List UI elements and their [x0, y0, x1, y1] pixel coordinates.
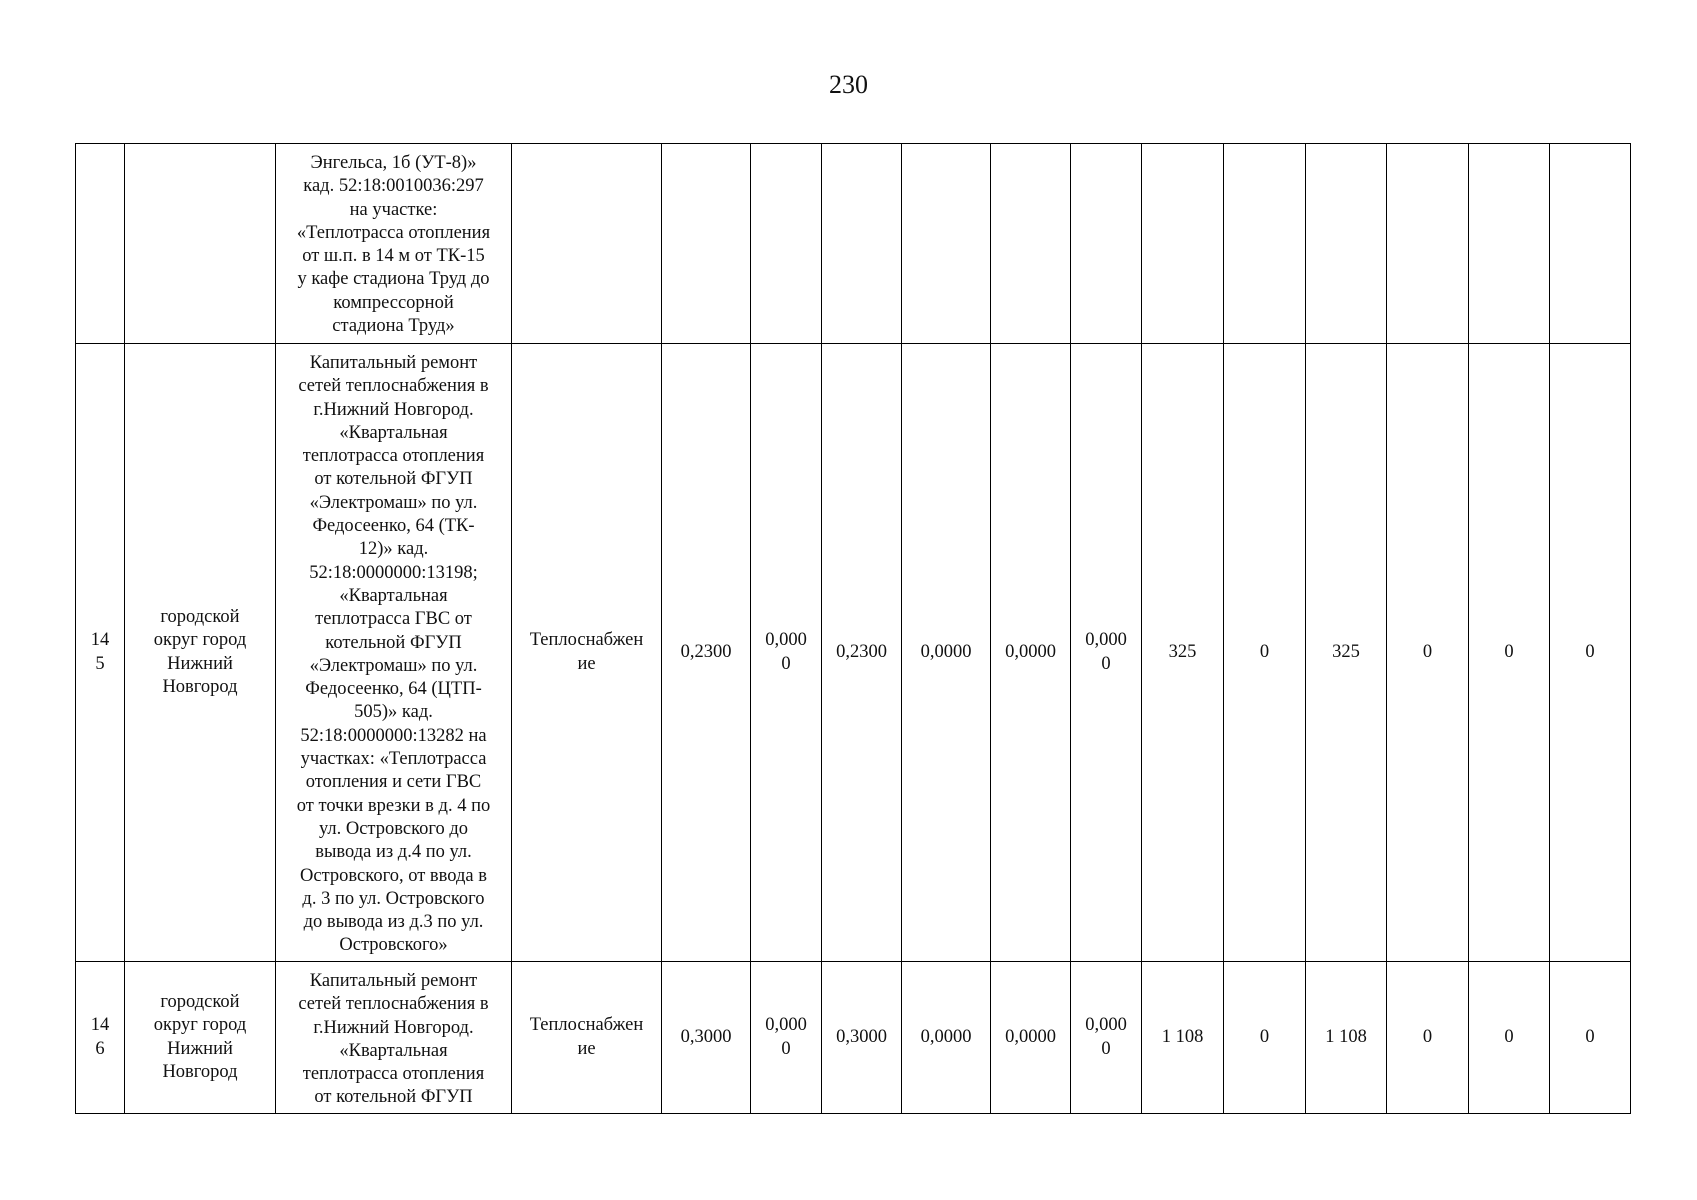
- municipality-cell-line: округ город: [153, 630, 247, 651]
- value-col-12: [1224, 344, 1306, 962]
- row-number-cell-line: 14: [90, 630, 110, 651]
- value-col-12: [1224, 144, 1306, 344]
- type-cell-line: ие: [577, 653, 596, 674]
- row-number-cell-line: 6: [95, 1038, 105, 1059]
- municipality-cell: [125, 144, 276, 344]
- description-cell-line: Федосеенко, 64 (ТК-: [312, 516, 475, 537]
- value-col-15: [1469, 144, 1550, 344]
- description-cell-line: от ш.п. в 14 м от ТК-15: [302, 246, 485, 267]
- description-cell-line: «Квартальная: [339, 1040, 448, 1061]
- description-cell-line: Федосеенко, 64 (ЦТП-: [305, 679, 482, 700]
- municipality-cell-line: Новгород: [162, 1061, 238, 1082]
- description-cell-line: 52:18:0000000:13198;: [309, 562, 478, 583]
- value-col-8-line: 0,0000: [920, 1026, 972, 1047]
- value-col-6: [751, 344, 822, 962]
- description-cell-line: г.Нижний Новгород.: [313, 399, 474, 420]
- description-cell-line: ул. Островского до: [318, 818, 469, 839]
- value-col-6: [751, 962, 822, 1114]
- description-cell-line: «Электромаш» по ул.: [309, 655, 478, 676]
- value-col-12: [1224, 962, 1306, 1114]
- value-col-10-line: 0,000: [1085, 630, 1127, 651]
- value-col-15-line: 0: [1504, 1026, 1514, 1047]
- description-cell-line: 12)» кад.: [358, 539, 429, 560]
- table-row: [76, 962, 1631, 1114]
- description-cell-line: теплотрасса отопления: [302, 446, 485, 467]
- value-col-14-line: 0: [1422, 641, 1433, 662]
- value-col-10-line: 0: [1101, 1038, 1111, 1059]
- value-col-11: [1142, 144, 1224, 344]
- row-number-cell-line: 5: [95, 653, 105, 674]
- row-number-cell: [76, 962, 125, 1114]
- municipality-cell-line: Нижний: [167, 1038, 233, 1059]
- description-cell-line: на участке:: [349, 199, 438, 220]
- value-col-13: [1306, 344, 1387, 962]
- description-cell-line: от точки врезки в д. 4 по: [296, 795, 491, 816]
- description-cell-line: от котельной ФГУП: [314, 1087, 473, 1108]
- value-col-8-line: 0,0000: [920, 641, 972, 662]
- description-cell-line: Капитальный ремонт: [309, 971, 478, 991]
- description-cell-line: 52:18:0000000:13282 на: [300, 725, 487, 746]
- description-cell-line: котельной ФГУП: [325, 632, 462, 653]
- page-number: 230: [829, 70, 868, 99]
- value-col-7: [822, 344, 902, 962]
- description-cell-line: «Электромаш» по ул.: [309, 492, 478, 513]
- value-col-8: [902, 144, 991, 344]
- data-table: [75, 143, 1631, 1114]
- value-col-7: [822, 144, 902, 344]
- description-cell-line: Островского, от ввода в: [300, 865, 487, 886]
- value-col-14: [1387, 962, 1469, 1114]
- value-col-13: [1306, 962, 1387, 1114]
- table-row: [76, 144, 1631, 344]
- value-col-9: [991, 962, 1071, 1114]
- value-col-16-line: 0: [1585, 641, 1595, 662]
- value-col-13: [1306, 144, 1387, 344]
- description-cell-line: г.Нижний Новгород.: [313, 1017, 474, 1038]
- description-cell-line: вывода из д.4 по ул.: [315, 842, 472, 863]
- type-cell-line: ие: [577, 1038, 596, 1059]
- row-number-cell: [76, 144, 125, 344]
- row-number-cell-line: 14: [90, 1015, 110, 1036]
- value-col-10-line: 0: [1101, 653, 1111, 674]
- value-col-5: [662, 144, 751, 344]
- description-cell-line: «Теплотрасса отопления: [296, 222, 491, 243]
- description-cell-line: до вывода из д.3 по ул.: [303, 912, 484, 933]
- value-col-10: [1071, 144, 1142, 344]
- value-col-10: [1071, 962, 1142, 1114]
- type-cell-line: Теплоснабжен: [529, 1015, 644, 1036]
- municipality-cell-line: Нижний: [167, 653, 233, 674]
- value-col-14: [1387, 144, 1469, 344]
- description-cell-line: теплотрасса отопления: [302, 1064, 485, 1085]
- value-col-8: [902, 962, 991, 1114]
- value-col-6-line: 0,000: [765, 1015, 807, 1036]
- value-col-15: [1469, 962, 1550, 1114]
- value-col-14-line: 0: [1422, 1026, 1433, 1047]
- description-cell-line: стадиона Труд»: [332, 316, 455, 337]
- value-col-16: [1550, 344, 1631, 962]
- value-col-16: [1550, 962, 1631, 1114]
- description-cell-line: у кафе стадиона Труд до: [297, 269, 490, 290]
- municipality-cell-line: городской: [160, 991, 240, 1012]
- value-col-6-line: 0: [781, 1038, 791, 1059]
- table-row: [76, 344, 1631, 962]
- municipality-cell-line: округ город: [153, 1015, 247, 1036]
- type-cell: [512, 344, 662, 962]
- value-col-11-line: 325: [1168, 641, 1197, 662]
- value-col-6-line: 0,000: [765, 630, 807, 651]
- value-col-9: [991, 144, 1071, 344]
- value-col-9-line: 0,0000: [1005, 1026, 1056, 1047]
- value-col-6: [751, 144, 822, 344]
- value-col-13-line: 1 108: [1325, 1026, 1367, 1047]
- description-cell-line: компрессорной: [333, 292, 454, 313]
- value-col-5: [662, 962, 751, 1114]
- description-cell-line: 505)» кад.: [354, 702, 433, 723]
- description-cell-line: д. 3 по ул. Островского: [302, 888, 485, 909]
- value-col-15: [1469, 344, 1550, 962]
- value-col-6-line: 0: [781, 653, 791, 674]
- description-cell: [276, 144, 512, 344]
- value-col-5-line: 0,2300: [680, 641, 732, 662]
- description-cell-line: отопления и сети ГВС: [305, 772, 482, 793]
- description-cell-line: сетей теплоснабжения в: [298, 994, 489, 1015]
- description-cell-line: сетей теплоснабжения в: [298, 376, 489, 397]
- value-col-11-line: 1 108: [1161, 1026, 1204, 1047]
- value-col-13-line: 325: [1332, 641, 1360, 662]
- value-col-16: [1550, 144, 1631, 344]
- description-cell-line: «Квартальная: [339, 422, 448, 443]
- value-col-5-line: 0,3000: [680, 1026, 732, 1047]
- value-col-7-line: 0,2300: [836, 641, 887, 662]
- value-col-14: [1387, 344, 1469, 962]
- description-cell-line: Энгельса, 1б (УТ-8)»: [310, 153, 477, 173]
- description-cell-line: кад. 52:18:0010036:297: [303, 176, 484, 197]
- row-number-cell: [76, 344, 125, 962]
- type-cell: [512, 962, 662, 1114]
- municipality-cell: [125, 344, 276, 962]
- description-cell-line: от котельной ФГУП: [314, 469, 473, 490]
- value-col-9: [991, 344, 1071, 962]
- value-col-7-line: 0,3000: [836, 1026, 887, 1047]
- value-col-12-line: 0: [1259, 1026, 1270, 1047]
- municipality-cell: [125, 962, 276, 1114]
- value-col-5: [662, 344, 751, 962]
- value-col-11: [1142, 344, 1224, 962]
- value-col-10-line: 0,000: [1085, 1015, 1127, 1036]
- value-col-7: [822, 962, 902, 1114]
- value-col-9-line: 0,0000: [1005, 641, 1056, 662]
- value-col-15-line: 0: [1504, 641, 1514, 662]
- municipality-cell-line: Новгород: [162, 676, 238, 697]
- municipality-cell-line: городской: [160, 606, 240, 627]
- description-cell-line: участках: «Теплотрасса: [300, 749, 487, 770]
- description-cell-line: теплотрасса ГВС от: [315, 609, 472, 630]
- description-cell-line: «Квартальная: [339, 585, 448, 606]
- value-col-8: [902, 344, 991, 962]
- description-cell: [276, 344, 512, 962]
- type-cell: [512, 144, 662, 344]
- value-col-16-line: 0: [1585, 1026, 1595, 1047]
- description-cell-line: Островского»: [339, 935, 448, 956]
- value-col-11: [1142, 962, 1224, 1114]
- value-col-12-line: 0: [1259, 641, 1270, 662]
- description-cell-line: Капитальный ремонт: [309, 353, 478, 373]
- value-col-10: [1071, 344, 1142, 962]
- description-cell: [276, 962, 512, 1114]
- type-cell-line: Теплоснабжен: [529, 630, 644, 651]
